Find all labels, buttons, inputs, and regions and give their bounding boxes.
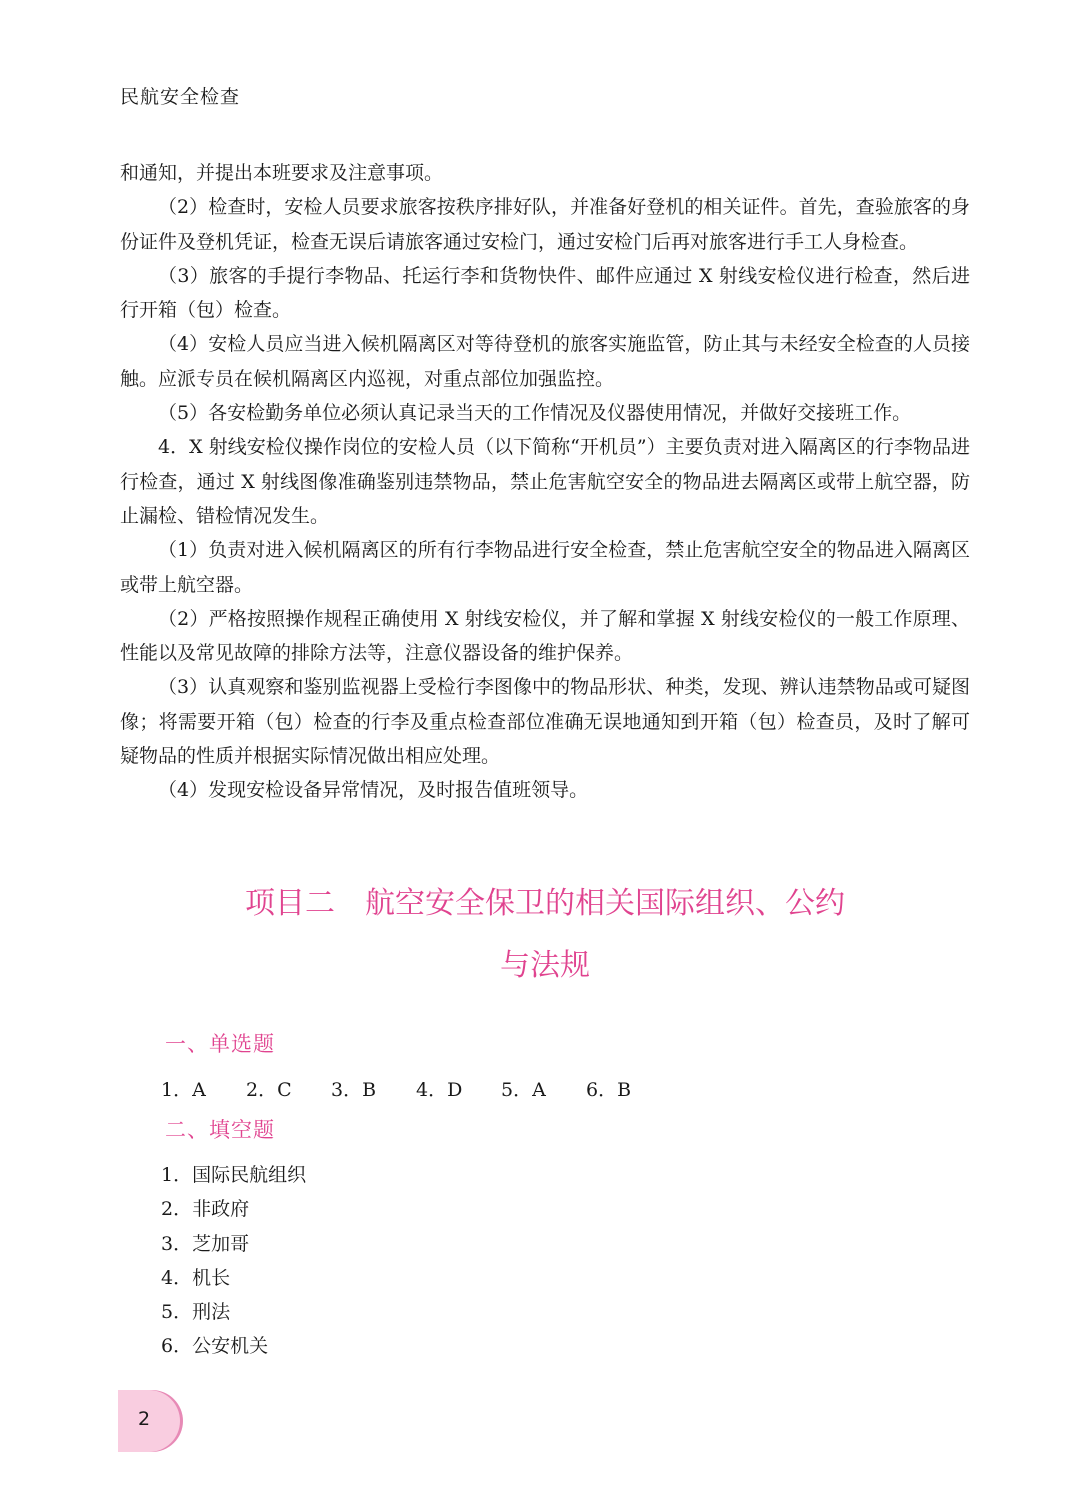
list-item: 2．非政府 (161, 1198, 250, 1221)
paragraph: （2）检查时，安检人员要求旅客按秩序排好队，并准备好登机的相关证件。首先，查验旅客的身份证件及登机凭证，检查无误后请旅客通过安检门，通过安检门后再对旅客进行手工人身检查。 (120, 196, 970, 253)
page-number-tab (118, 1390, 180, 1452)
paragraph: （1）负责对进入候机隔离区的所有行李物品进行安全检查，禁止危害航空安全的物品进入隔离区或带上航空器。 (120, 539, 970, 596)
single-choice-answers (161, 1075, 671, 1102)
answer-item: 5．A (501, 1079, 546, 1101)
paragraph: （4）发现安检设备异常情况，及时报告值班领导。 (158, 779, 589, 802)
fill-blank-heading: 二、填空题 (165, 1118, 275, 1142)
paragraph: （3）旅客的手提行李物品、托运行李和货物快件、邮件应通过 X 射线安检仪进行检查，然后进行开箱（包）检查。 (120, 264, 970, 322)
list-item: 5．刑法 (161, 1301, 231, 1324)
paragraph: （4）安检人员应当进入候机隔离区对等待登机的旅客实施监管，防止其与未经安全检查的人员接触。应派专员在候机隔离区内巡视，对重点部位加强监控。 (120, 333, 970, 390)
answer-item: 3．B (331, 1079, 377, 1101)
section-title-line-2: 与法规 (500, 948, 590, 983)
body-text (120, 156, 970, 808)
running-header: 民航安全检查 (120, 86, 241, 108)
section-title-line-1: 项目二 航空安全保卫的相关国际组织、公约 (245, 886, 845, 921)
answer-item: 2．C (246, 1079, 292, 1101)
answer-item: 1．A (161, 1079, 206, 1101)
fill-blank-answers (161, 1158, 306, 1364)
paragraph: 和通知，并提出本班要求及注意事项。 (120, 162, 444, 184)
paragraph: 4．X 射线安检仪操作岗位的安检人员（以下简称“开机员”）主要负责对进入隔离区的行李物品进行检查，通过 X 射线图像准确鉴别违禁物品，禁止危害航空安全的物品进去隔离区或带上航空器，防止漏检、错检情况发生。 (120, 436, 970, 527)
paragraph: （3）认真观察和鉴别监视器上受检行李图像中的物品形状、种类，发现、辨认违禁物品或可疑图像；将需要开箱（包）检查的行李及重点检查部位准确无误地通知到开箱（包）检查员，及时了解可疑物品的性质并根据实际情况做出相应处理。 (120, 676, 970, 768)
paragraph: （5）各安检勤务单位必须认真记录当天的工作情况及仪器使用情况，并做好交接班工作。 (158, 402, 912, 425)
list-item: 6．公安机关 (161, 1335, 269, 1358)
list-item: 4．机长 (161, 1266, 231, 1289)
single-choice-heading: 一、单选题 (165, 1032, 275, 1056)
page-number: 2 (138, 1408, 151, 1430)
answer-item: 4．D (416, 1079, 463, 1101)
list-item: 3．芝加哥 (161, 1232, 250, 1255)
paragraph: （2）严格按照操作规程正确使用 X 射线安检仪，并了解和掌握 X 射线安检仪的一般工作原理、性能以及常见故障的排除方法等，注意仪器设备的维护保养。 (120, 607, 970, 665)
answer-item: 6．B (586, 1079, 632, 1101)
list-item: 1．国际民航组织 (161, 1164, 307, 1186)
